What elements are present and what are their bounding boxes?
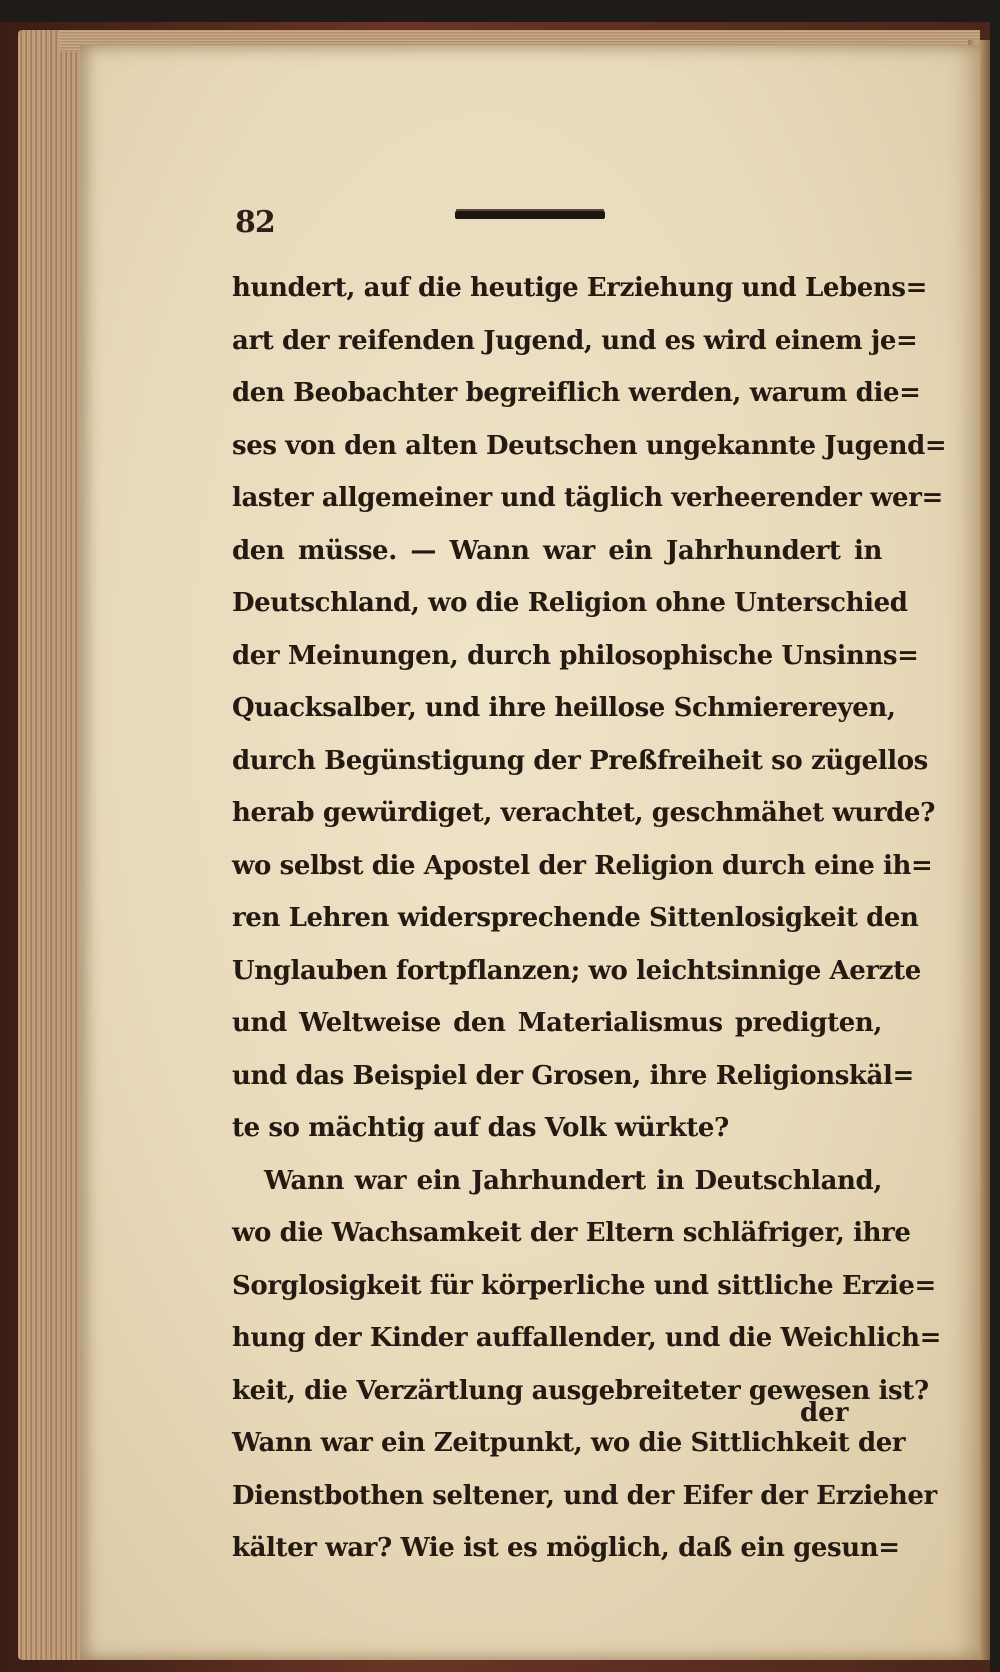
header-rule [455,211,605,219]
page-header [235,205,875,245]
page-number: 82 [235,205,275,240]
catchword: der [800,1398,849,1428]
text-line: durch Begünstigung der Preßfreiheit so zügellos [232,745,928,776]
text-line: ses von den alten Deutschen ungekannte Jugend= [232,430,947,461]
text-line: wo die Wachsamkeit der Eltern schläfriger, ihre [232,1218,911,1248]
text-line: hung der Kinder auffallender, und die Weichlich= [232,1323,942,1353]
text-line: Deutschland, wo die Religion ohne Unterschied [232,588,908,618]
text-line: den Beobachter begreiflich werden, warum die= [232,378,921,408]
body-text [232,262,947,1575]
text-line: hundert, auf die heutige Erziehung und Lebens= [232,273,928,303]
text-line: Sorglosigkeit für körperliche und sittliche Erzie= [232,1270,936,1301]
text-line: te so mächtig auf das Volk würkte? [232,1113,729,1143]
text-line: Wann war ein Zeitpunkt, wo die Sittlichkeit der [232,1428,906,1458]
text-line: ren Lehren widersprechende Sittenlosigkeit den [232,903,919,933]
text-line: wo selbst die Apostel der Religion durch eine ih= [232,850,933,881]
text-line: keit, die Verzärtlung ausgebreiteter gewesen ist? [232,1375,929,1406]
text-line: und das Beispiel der Grosen, ihre Religionskäl= [232,1060,914,1091]
text-line: Wann war ein Jahrhundert in Deutschland, [264,1165,882,1196]
text-line: herab gewürdiget, verachtet, geschmähet wurde? [232,798,935,828]
text-line: Quacksalber, und ihre heillose Schmierereyen, [232,693,896,723]
text-line: und Weltweise den Materialismus predigten, [232,1008,882,1038]
text-line: kälter war? Wie ist es möglich, daß ein gesun= [232,1533,900,1563]
text-line: art der reifenden Jugend, und es wird einem je= [232,325,918,356]
page-edges-left [18,30,88,1660]
text-line: laster allgemeiner und täglich verheerender wer= [232,483,943,513]
text-line: der Meinungen, durch philosophische Unsinns= [232,640,919,671]
text-line: Unglauben fortpflanzen; wo leichtsinnige Aerzte [232,955,921,986]
text-line: Dienstbothen seltener, und der Eifer der Erzieher [232,1480,937,1511]
text-line: den müsse. — Wann war ein Jahrhundert in [232,535,882,566]
